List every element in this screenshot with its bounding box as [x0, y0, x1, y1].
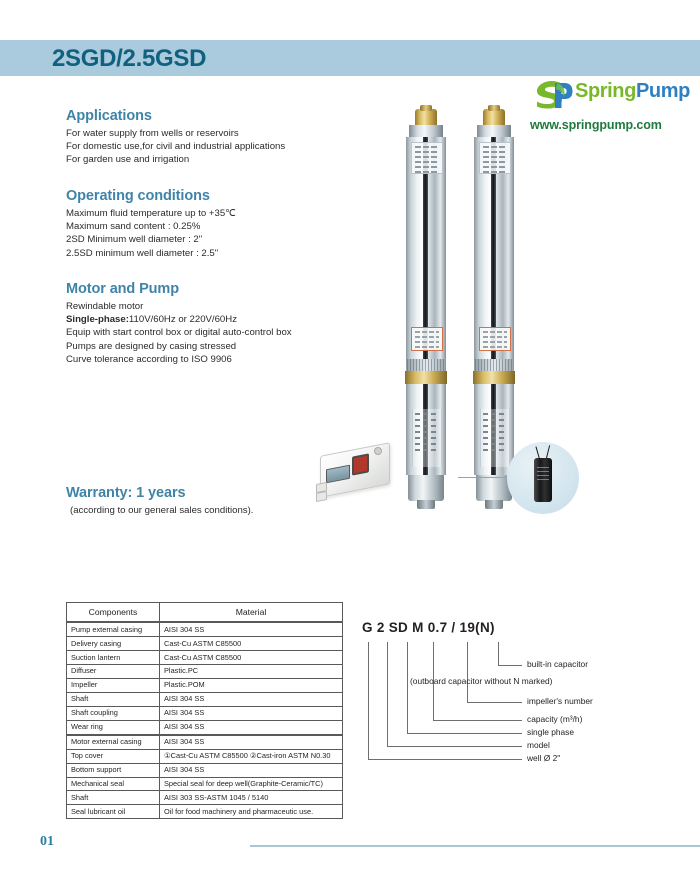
callout-model: model [527, 740, 550, 750]
capacitor-callout-circle [507, 442, 579, 514]
model-code-string: G 2 SD M 0.7 / 19(N) [362, 620, 495, 635]
motor-line-2-rest: 110V/60Hz or 220V/60Hz [128, 314, 237, 326]
table-row [67, 777, 343, 791]
cell-material: AISI 304 SS [160, 622, 343, 636]
leader-line-capacity [433, 720, 522, 721]
applications-line-2: For domestic use,for civil and industrial applications [66, 141, 286, 153]
table-row [67, 720, 343, 734]
cell-material: Oil for food machinery and pharmaceutic use. [160, 805, 343, 819]
control-box-knob [374, 447, 382, 455]
pump-motor-label [412, 409, 442, 467]
pump-knurled-band [407, 359, 445, 371]
capacitor-leader-line [458, 477, 510, 478]
operating-line-4: 2.5SD minimum well diameter : 2.5" [66, 247, 219, 259]
callout-impellers-number: impeller's number [527, 696, 593, 706]
cell-material: AISI 304 SS [160, 720, 343, 734]
motor-line-2 [66, 313, 292, 326]
pump-warning-label [479, 327, 511, 351]
motor-line-5: Curve tolerance according to ISO 9906 [66, 353, 232, 365]
cell-component: Shaft coupling [67, 706, 160, 720]
pump-knurled-band [475, 359, 513, 371]
section-title-applications: Applications [66, 108, 152, 124]
leader-tick-well [368, 642, 369, 759]
table-row [67, 749, 343, 763]
motor-line-1: Rewindable motor [66, 301, 144, 312]
section-title-motor-and-pump: Motor and Pump [66, 281, 179, 297]
pump-brass-collar [473, 371, 515, 384]
table-body [67, 622, 343, 819]
callout-well-diameter: well Ø 2" [527, 753, 561, 763]
motor-line-3: Equip with start control box or digital auto-control box [66, 327, 292, 339]
section-title-operating-conditions: Operating conditions [66, 188, 210, 204]
table-row [67, 678, 343, 692]
cell-material: AISI 304 SS [160, 692, 343, 706]
brand-name-spring: Spring [575, 80, 636, 102]
page-title: 2SGD/2.5GSD [52, 45, 207, 72]
leader-tick-capacitor [498, 642, 499, 665]
cell-material: AISI 304 SS [160, 735, 343, 749]
leader-line-capacitor [498, 665, 522, 666]
leader-line-well [368, 759, 522, 760]
control-box-power-switch [352, 453, 369, 475]
capacitor-lead-wire [546, 445, 550, 458]
cell-component: Seal lubricant oil [67, 805, 160, 819]
section-applications [66, 108, 285, 167]
submersible-pump-left-image [404, 109, 448, 509]
cell-material: ①Cast-Cu ASTM C85500 ②Cast-iron ASTM N0.30 [160, 749, 343, 763]
operating-line-1: Maximum fluid temperature up to +35℃ [66, 208, 236, 219]
cell-component: Diffuser [67, 664, 160, 678]
pump-brass-cap [483, 109, 505, 126]
model-code-diagram [362, 620, 682, 770]
cell-material: Cast-Cu ASTM C85500 [160, 636, 343, 650]
applications-line-3: For garden use and irrigation [66, 154, 190, 166]
table-row [67, 735, 343, 749]
callout-outboard-capacitor: (outboard capacitor without N marked) [410, 676, 553, 686]
pump-bottom-support [408, 475, 444, 501]
table-row [67, 692, 343, 706]
cell-material: AISI 303 SS-ASTM 1045 / 5140 [160, 791, 343, 805]
leader-tick-impeller [467, 642, 468, 702]
components-materials-table [66, 602, 343, 819]
cell-component: Suction lantern [67, 650, 160, 664]
motor-line-4: Pumps are designed by casing stressed [66, 340, 237, 352]
callout-single-phase: single phase [527, 727, 575, 737]
control-box-cable-gland [316, 491, 327, 502]
table-row [67, 636, 343, 650]
table-row [67, 763, 343, 777]
brand-website-url[interactable]: www.springpump.com [530, 118, 662, 132]
table-header-material: Material [160, 603, 343, 623]
callout-capacity: capacity (m³/h) [527, 714, 583, 724]
operating-line-2: Maximum sand content : 0.25% [66, 221, 201, 233]
applications-line-1: For water supply from wells or reservoirs [66, 128, 239, 139]
cell-component: Shaft [67, 791, 160, 805]
table-row [67, 791, 343, 805]
pump-suction-tip [417, 500, 435, 509]
pump-motor-label [480, 409, 510, 467]
cell-component: Pump external casing [67, 622, 160, 636]
cell-component: Bottom support [67, 763, 160, 777]
submersible-pump-right-image [472, 109, 516, 509]
cell-material: AISI 304 SS [160, 763, 343, 777]
table-header-components: Components [67, 603, 160, 623]
cell-component: Top cover [67, 749, 160, 763]
cell-component: Shaft [67, 692, 160, 706]
table-row [67, 706, 343, 720]
cell-component: Impeller [67, 678, 160, 692]
table-header-row [67, 603, 343, 623]
start-control-box-image [312, 443, 398, 505]
warranty-note: (according to our general sales conditions). [70, 505, 254, 516]
cell-material: Plastic.PC [160, 664, 343, 678]
pump-spec-label [479, 142, 511, 174]
cell-component: Delivery casing [67, 636, 160, 650]
cell-material: Plastic.POM [160, 678, 343, 692]
callout-built-in-capacitor: built-in capacitor [527, 659, 588, 669]
pump-brass-collar [405, 371, 447, 384]
section-warranty [66, 485, 253, 517]
section-title-warranty: Warranty: 1 years [66, 485, 186, 501]
cell-component: Mechanical seal [67, 777, 160, 791]
leader-line-model [387, 746, 522, 747]
table-row [67, 622, 343, 636]
operating-line-3: 2SD Minimum well diameter : 2" [66, 234, 203, 246]
pump-spec-label [411, 142, 443, 174]
table-row [67, 805, 343, 819]
brand-name-pump: Pump [635, 80, 690, 102]
cell-material: Cast-Cu ASTM C85500 [160, 650, 343, 664]
cell-component: Motor external casing [67, 735, 160, 749]
pump-warning-label [411, 327, 443, 351]
section-motor-and-pump [66, 281, 292, 366]
cell-material: Special seal for deep well(Graphite-Ceramic/TC) [160, 777, 343, 791]
pump-brass-cap [415, 109, 437, 126]
capacitor-body [534, 458, 552, 502]
footer-rule [250, 845, 700, 847]
product-photo-area [300, 95, 700, 525]
leader-tick-single-phase [407, 642, 408, 733]
page-number: 01 [40, 834, 54, 849]
leader-line-impeller [467, 702, 522, 703]
motor-line-2-bold: Single-phase: [66, 314, 129, 326]
table-row [67, 664, 343, 678]
leader-line-single-phase [407, 733, 522, 734]
section-operating-conditions [66, 188, 236, 260]
cell-material: AISI 304 SS [160, 706, 343, 720]
table-row [67, 650, 343, 664]
pump-suction-tip [485, 500, 503, 509]
leader-tick-model [387, 642, 388, 746]
cell-component: Wear ring [67, 720, 160, 734]
